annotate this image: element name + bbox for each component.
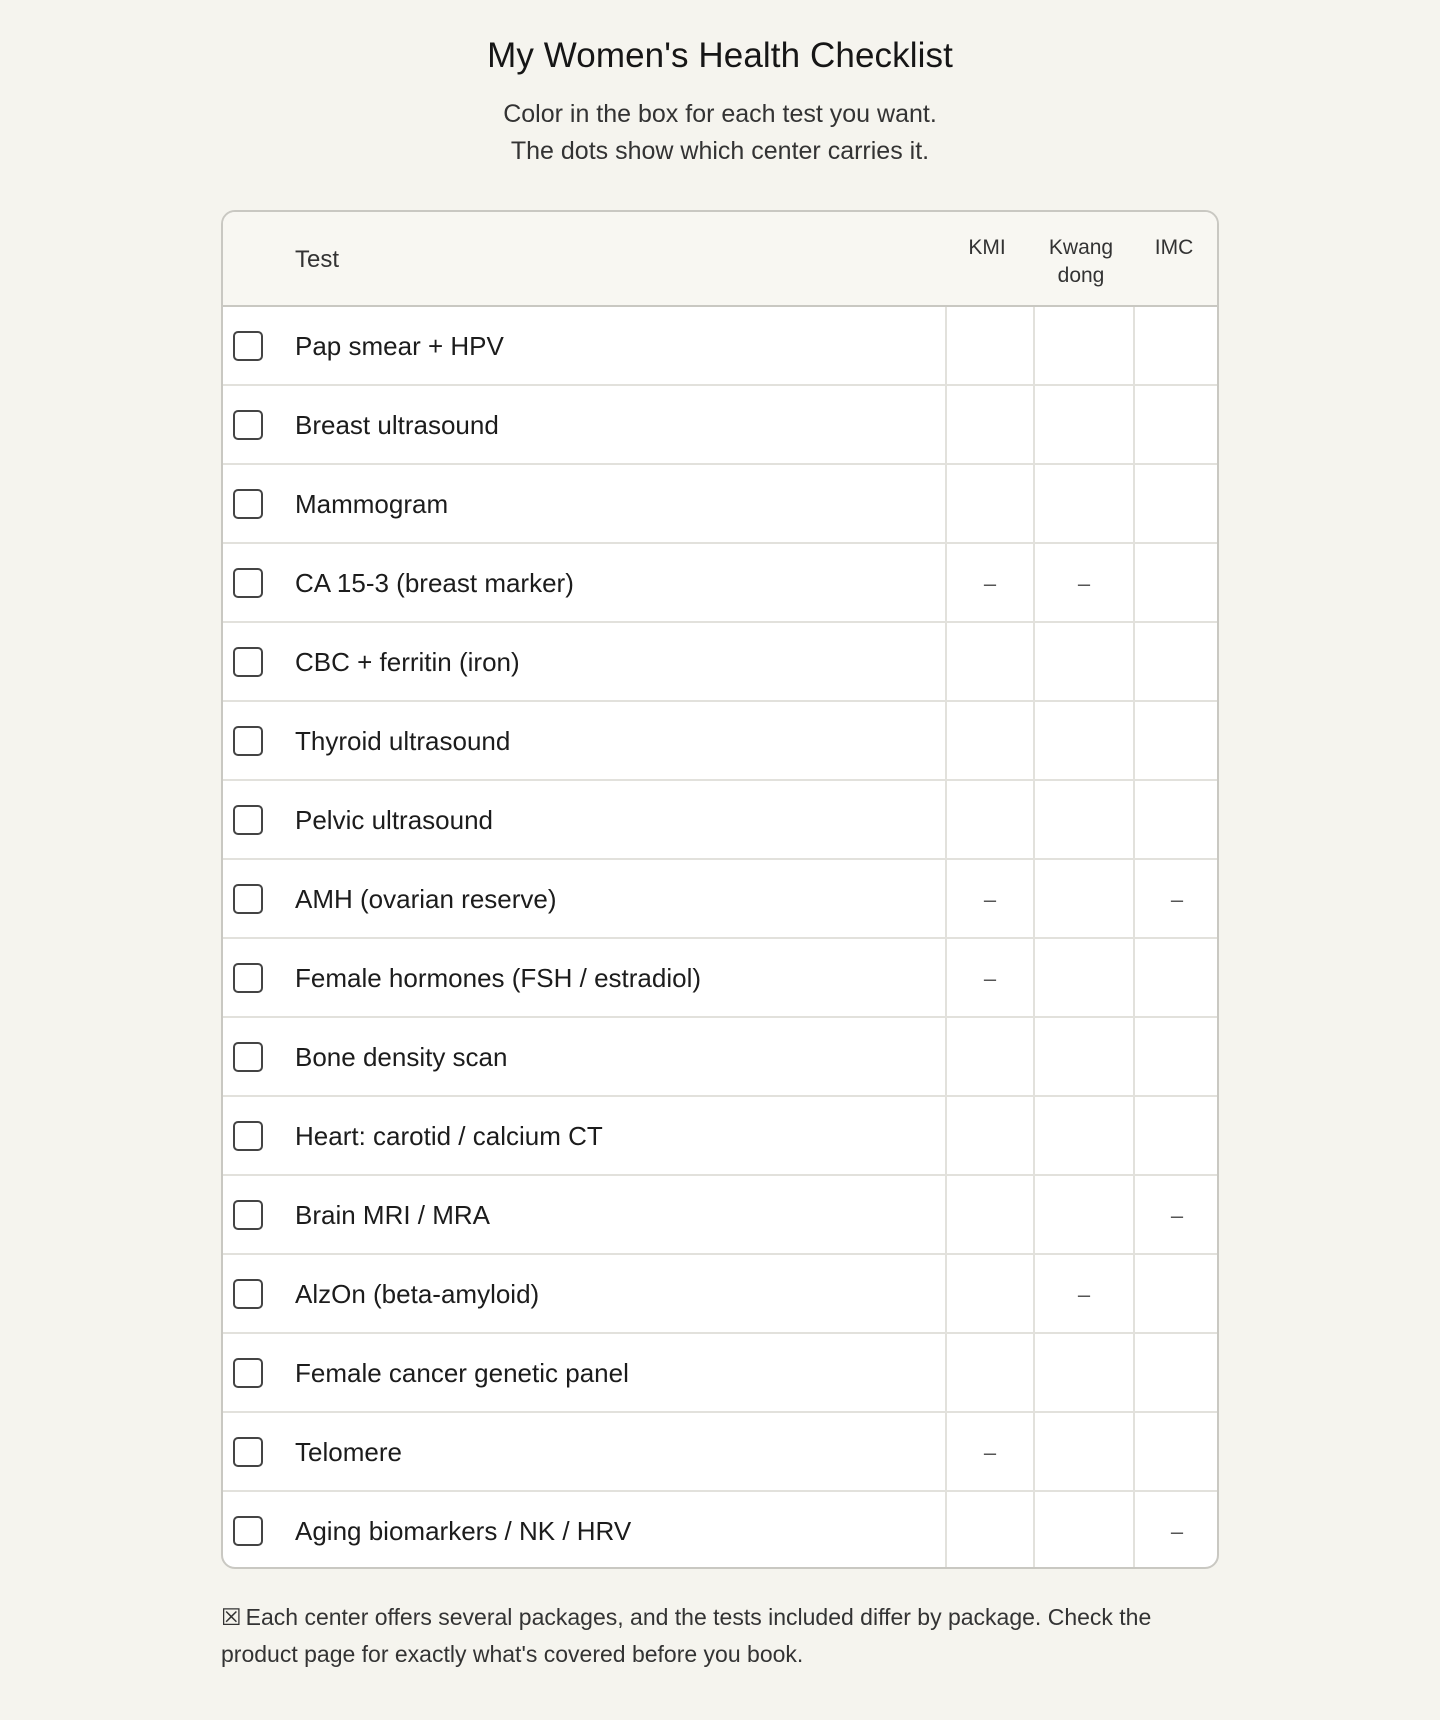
- checklist-table: [221, 210, 1219, 1569]
- cell-imc: [1133, 386, 1219, 465]
- cell-kmi: [945, 1018, 1033, 1097]
- column-header-test: Test: [295, 246, 340, 273]
- table-row: [223, 1018, 1217, 1097]
- test-checkbox[interactable]: [233, 726, 263, 756]
- cell-imc: [1133, 939, 1219, 1018]
- test-name: Pelvic ultrasound: [295, 805, 493, 835]
- cell-kwangdong: –: [1033, 1255, 1133, 1334]
- test-name: Aging biomarkers / NK / HRV: [295, 1516, 632, 1546]
- test-name: Mammogram: [295, 489, 449, 519]
- cell-kwangdong: [1033, 860, 1133, 939]
- table-row: [223, 702, 1217, 781]
- column-header-imc: IMC: [1154, 236, 1194, 259]
- test-name: Telomere: [295, 1437, 402, 1467]
- cell-kmi: [945, 623, 1033, 702]
- test-checkbox[interactable]: [233, 963, 263, 993]
- test-checkbox[interactable]: [233, 410, 263, 440]
- column-header-kwangdong-line-2: dong: [1057, 264, 1105, 287]
- footnote-text: Each center offers several packages, and the tests included differ by package. Check the product page for exactly what's covered before you book.: [221, 1604, 1152, 1667]
- cell-kwangdong: [1033, 386, 1133, 465]
- test-name: AMH (ovarian reserve): [295, 884, 557, 914]
- cell-kmi: [945, 1097, 1033, 1176]
- test-checkbox[interactable]: [233, 1042, 263, 1072]
- cell-kmi: –: [945, 544, 1033, 623]
- cell-imc: [1133, 307, 1219, 386]
- test-name: Heart: carotid / calcium CT: [295, 1121, 603, 1151]
- table-row: [223, 860, 1217, 939]
- test-checkbox[interactable]: [233, 1437, 263, 1467]
- cell-kmi: [945, 307, 1033, 386]
- table-row: [223, 1176, 1217, 1255]
- cell-kwangdong: [1033, 1018, 1133, 1097]
- table-row: [223, 781, 1217, 860]
- cell-kwangdong: [1033, 939, 1133, 1018]
- cell-kwangdong: [1033, 465, 1133, 544]
- cell-kmi: [945, 1255, 1033, 1334]
- cell-imc: [1133, 1255, 1219, 1334]
- table-row: [223, 1413, 1217, 1492]
- cell-kwangdong: [1033, 623, 1133, 702]
- cell-imc: [1133, 465, 1219, 544]
- test-checkbox[interactable]: [233, 1279, 263, 1309]
- table-row: [223, 939, 1217, 1018]
- column-header-kmi: KMI: [968, 236, 1006, 259]
- cell-imc: [1133, 1334, 1219, 1413]
- test-checkbox[interactable]: [233, 489, 263, 519]
- cell-kmi: [945, 465, 1033, 544]
- cell-kwangdong: [1033, 1334, 1133, 1413]
- cell-kwangdong: [1033, 1492, 1133, 1569]
- cell-kwangdong: [1033, 702, 1133, 781]
- test-checkbox[interactable]: [233, 1121, 263, 1151]
- table-row: [223, 1255, 1217, 1334]
- footnote: [221, 1599, 1221, 1673]
- test-name: Female hormones (FSH / estradiol): [295, 963, 702, 993]
- cell-kmi: [945, 386, 1033, 465]
- cell-imc: [1133, 1097, 1219, 1176]
- cell-imc: [1133, 1413, 1219, 1492]
- test-checkbox[interactable]: [233, 647, 263, 677]
- cell-kmi: –: [945, 1413, 1033, 1492]
- cell-kwangdong: [1033, 1413, 1133, 1492]
- test-name: Breast ultrasound: [295, 410, 499, 440]
- page-title: My Women's Health Checklist: [487, 36, 953, 75]
- cell-imc: –: [1133, 1492, 1219, 1569]
- table-row: [223, 386, 1217, 465]
- test-name: Thyroid ultrasound: [295, 726, 511, 756]
- checkbox-crossed-icon: ☒: [221, 1604, 242, 1630]
- test-checkbox[interactable]: [233, 1200, 263, 1230]
- cell-imc: –: [1133, 1176, 1219, 1255]
- cell-kmi: [945, 781, 1033, 860]
- table-row: [223, 623, 1217, 702]
- table-row: [223, 1492, 1217, 1569]
- cell-kmi: [945, 1492, 1033, 1569]
- test-checkbox[interactable]: [233, 331, 263, 361]
- cell-kmi: [945, 1176, 1033, 1255]
- test-name: CBC + ferritin (iron): [295, 647, 520, 677]
- cell-imc: –: [1133, 860, 1219, 939]
- cell-kmi: –: [945, 939, 1033, 1018]
- cell-imc: [1133, 781, 1219, 860]
- subtitle-line-1: Color in the box for each test you want.: [503, 100, 937, 128]
- cell-kwangdong: [1033, 781, 1133, 860]
- subtitle-line-2: The dots show which center carries it.: [510, 137, 930, 165]
- cell-kwangdong: [1033, 1097, 1133, 1176]
- column-header-kwangdong-line-1: Kwang: [1048, 236, 1114, 259]
- test-checkbox[interactable]: [233, 568, 263, 598]
- table-header: [223, 212, 1217, 307]
- cell-kmi: [945, 702, 1033, 781]
- table-body: [223, 307, 1217, 1569]
- test-name: Female cancer genetic panel: [295, 1358, 629, 1388]
- test-name: Pap smear + HPV: [295, 331, 504, 361]
- cell-kmi: [945, 1334, 1033, 1413]
- cell-imc: [1133, 702, 1219, 781]
- page-subtitle: [0, 96, 1440, 170]
- table-row: [223, 1097, 1217, 1176]
- column-header-kwangdong: [1031, 234, 1131, 290]
- test-name: AlzOn (beta-amyloid): [295, 1279, 540, 1309]
- cell-imc: [1133, 623, 1219, 702]
- cell-kwangdong: –: [1033, 544, 1133, 623]
- test-checkbox[interactable]: [233, 884, 263, 914]
- table-row: [223, 544, 1217, 623]
- test-checkbox[interactable]: [233, 1516, 263, 1546]
- table-row: [223, 307, 1217, 386]
- cell-kwangdong: [1033, 1176, 1133, 1255]
- cell-imc: [1133, 1018, 1219, 1097]
- test-name: Brain MRI / MRA: [295, 1200, 491, 1230]
- table-row: [223, 465, 1217, 544]
- test-checkbox[interactable]: [233, 805, 263, 835]
- cell-kmi: –: [945, 860, 1033, 939]
- cell-imc: [1133, 544, 1219, 623]
- test-name: CA 15-3 (breast marker): [295, 568, 574, 598]
- cell-kwangdong: [1033, 307, 1133, 386]
- test-checkbox[interactable]: [233, 1358, 263, 1388]
- test-name: Bone density scan: [295, 1042, 508, 1072]
- table-row: [223, 1334, 1217, 1413]
